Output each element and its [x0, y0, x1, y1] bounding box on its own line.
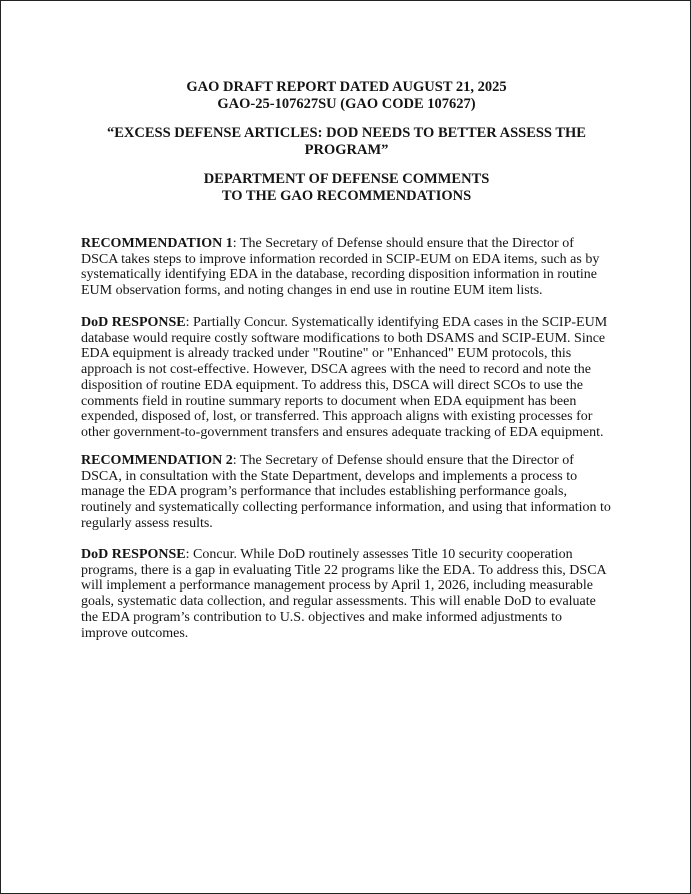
dod-response-2-text: Concur. While DoD routinely assesses Title 10 security cooperation programs, there is a gap in evaluating Title 22 programs like the EDA. To address this, DSCA will implement a performance management process by April 1, 2026, including measurable goals, systematic data collection, and regular assessments. This will enable DoD to evaluate the EDA program’s contribution to U.S. objectives and make informed adjustments to improve outcomes.: [81, 547, 606, 641]
recommendation-1-separator: :: [232, 236, 240, 251]
recommendation-2-label: RECOMMENDATION 2: [81, 453, 233, 468]
report-title-line-2: PROGRAM”: [304, 142, 389, 158]
recommendation-1-text: The Secretary of Defense should ensure that the Director of DSCA takes steps to improve information recorded in SCIP-EUM on EDA items, such as by systematically identifying EDA in the database, recording disposition information in routine EUM observation forms, and noting changes in end use in routine EUM item lists.: [81, 236, 600, 299]
dod-response-1-text: Partially Concur. Systematically identifying EDA cases in the SCIP-EUM database would require costly software modifications to both DSAMS and SCIP-EUM. Since EDA equipment is already tracked under "Routine" or "Enhanced" EUM protocols, this approach is not cost-effective. However, DSCA agrees with the need to record and note the disposition of routine EDA equipment. To address this, DSCA will direct SCOs to use the comments field in routine summary reports to document when EDA equipment has been expended, disposed of, lost, or transferred. This approach aligns with existing processes for other government-to-government transfers and ensures adequate tracking of EDA equipment.: [81, 315, 608, 440]
report-title-line-1: “EXCESS DEFENSE ARTICLES: DOD NEEDS TO BETTER ASSESS THE: [107, 125, 586, 141]
recommendation-1-label: RECOMMENDATION 1: [81, 236, 233, 251]
recommendation-1-paragraph: [81, 236, 611, 299]
dod-response-2-separator: :: [185, 547, 194, 562]
report-code-line: GAO-25-107627SU (GAO CODE 107627): [217, 96, 476, 112]
recommendation-2-text: The Secretary of Defense should ensure that the Director of DSCA, in consultation with the State Department, develops and implements a process to manage the EDA program’s performance that includes establishing performance goals, routinely and systematically collecting performance information, and using that information to regularly assess results.: [81, 453, 611, 531]
dod-response-1-separator: :: [185, 315, 194, 330]
dod-response-2-label: DoD RESPONSE: [81, 547, 186, 562]
recommendation-2-separator: :: [232, 453, 240, 468]
department-line-2: TO THE GAO RECOMMENDATIONS: [221, 188, 472, 204]
dod-response-1-label: DoD RESPONSE: [81, 315, 186, 330]
dod-response-2-paragraph: [81, 547, 611, 641]
recommendation-2-paragraph: [81, 453, 611, 532]
report-heading: [61, 79, 632, 113]
report-title: [61, 125, 632, 159]
report-date-line: GAO DRAFT REPORT DATED AUGUST 21, 2025: [186, 79, 507, 95]
department-heading: [61, 171, 632, 205]
department-line-1: DEPARTMENT OF DEFENSE COMMENTS: [203, 171, 490, 187]
dod-response-1-paragraph: [81, 315, 611, 441]
